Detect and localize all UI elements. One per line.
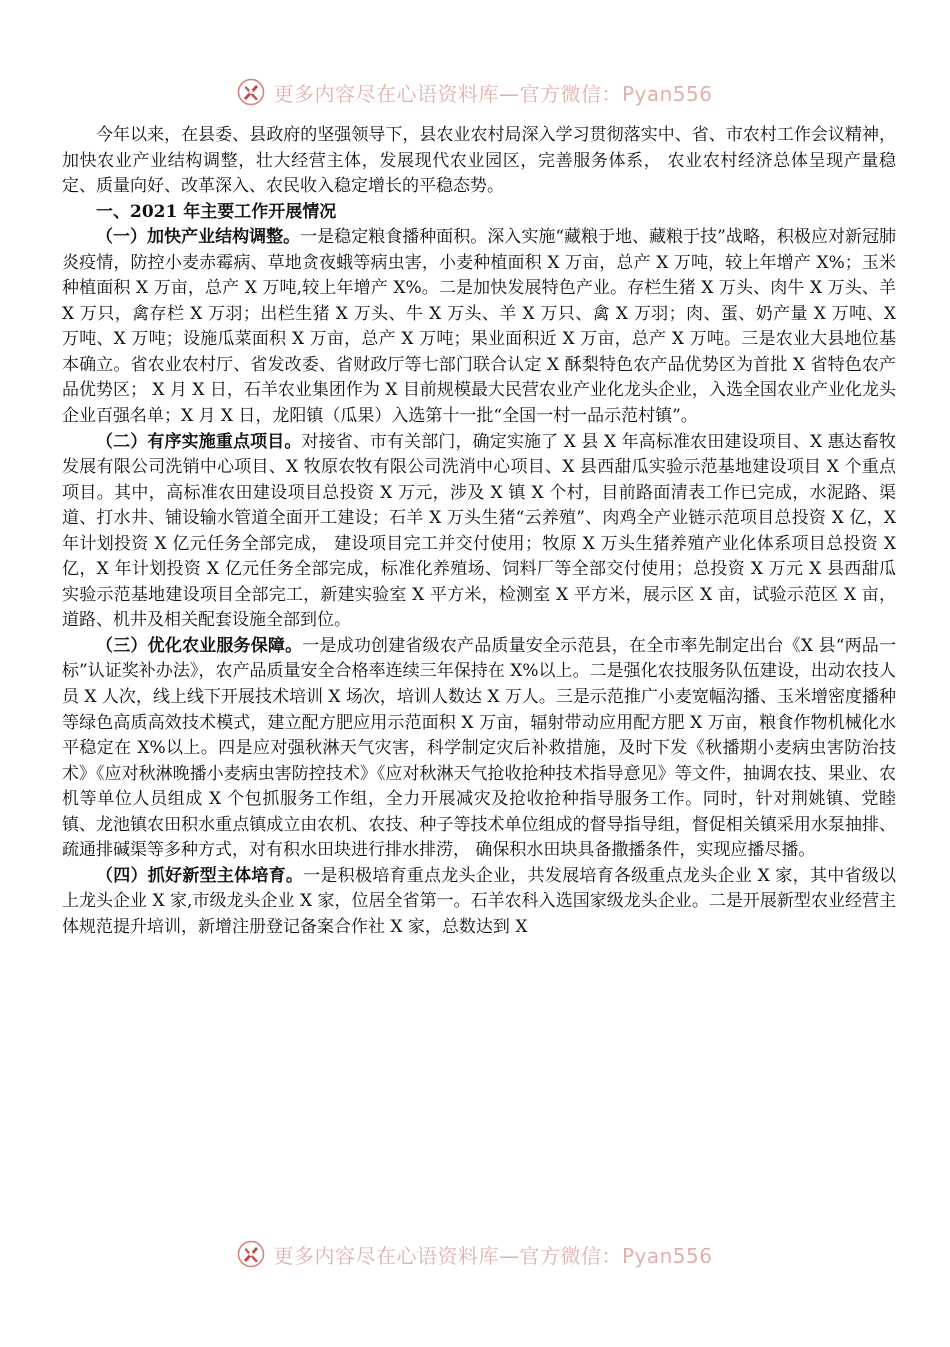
section-text-2: 对接省、市有关部门，确定实施了 X 县 X 年高标准农田建设项目、X 惠达畜牧发展有限公司洗销中心项目、X 牧原农牧有限公司洗消中心项目、X 县西甜瓜实验示范基地建设项目 X 个重点项目。其中，高标准农田建设项目总投资 X 万元，涉及 X 镇 X 个村，目前路面清表工作已完成，水泥路、渠道、打水井、铺设输水管道全面开工建设；石羊 X 万头生猪“云养殖”、肉鸡全产业链示范项目总投资 X 亿，X 年计划投资 X 亿元任务全部完成， 建设项目完工并交付使用；牧原 X 万头生猪养殖产业化体系项目总投资 X 亿，X 年计划投资 X 亿元任务全部完成，标准化养殖场、饲料厂等全部交付使用；总投资 X 万元 X 县西甜瓜实验示范基地建设项目全部完工，新建实验室 X 平方米，检测室 X 平方米，展示区 X 亩，试验示范区 X 亩，道路、机井及相关配套设施全部到位。 (62, 431, 897, 631)
section-lead-1: （一）加快产业结构调整。 (96, 227, 301, 248)
watermark-text: 更多内容尽在心语资料库—官方微信：Pyan556 (273, 81, 713, 106)
crossed-pens-logo-icon (237, 1240, 265, 1268)
section-paragraph-3 (62, 634, 896, 864)
footer-watermark-banner (0, 1232, 950, 1276)
section-paragraph-2 (62, 430, 896, 634)
section-text-4: 一是积极培育重点龙头企业，共发展培育各级重点龙头企业 X 家，其中省级以上龙头企业 X 家,市级龙头企业 X 家，位居全省第一。石羊农科入选国家级龙头企业。二是开展新型农业经营主体规范提升培训，新增注册登记备案合作社 X 家，总数达到 X (62, 865, 896, 937)
intro-paragraph: 今年以来，在县委、县政府的坚强领导下，县农业农村局深入学习贯彻落实中、省、市农村工作会议精神，加快农业产业结构调整，壮大经营主体，发展现代农业园区，完善服务体系， 农业农村经济总体呈现产量稳定、质量向好、改革深入、农民收入稳定增长的平稳态势。 (62, 125, 896, 197)
section-lead-3: （三）优化农业服务保障。 (96, 635, 303, 656)
section-lead-4: （四）抓好新型主体培育。 (96, 865, 304, 886)
crossed-pens-logo-icon (237, 78, 265, 106)
document-body (62, 123, 896, 941)
section-paragraph-1 (62, 225, 896, 429)
section-heading: 一、2021 年主要工作开展情况 (96, 201, 337, 222)
watermark-text: 更多内容尽在心语资料库—官方微信：Pyan556 (273, 1243, 713, 1268)
section-text-1: 一是稳定粮食播种面积。深入实施“藏粮于地、藏粮于技”战略，积极应对新冠肺炎疫情，防控小麦赤霉病、草地贪夜蛾等病虫害，小麦种植面积 X 万亩，总产 X 万吨，较上年增产 X%；玉米种植面积 X 万亩，总产 X 万吨,较上年增产 X%。二是加快发展特色产业。存栏生猪 X 万头、肉牛 X 万头、羊 X 万只，禽存栏 X 万羽；出栏生猪 X 万头、牛 X 万头、羊 X 万只、禽 X 万羽；肉、蛋、奶产量 X 万吨、X 万吨、X 万吨；设施瓜菜面积 X 万亩，总产 X 万吨；果业面积近 X 万亩，总产 X 万吨。三是农业大县地位基本确立。省农业农村厅、省发改委、省财政厅等七部门联合认定 X 酥梨特色农产品优势区为首批 X 省特色农产品优势区； X 月 X 日，石羊农业集团作为 X 目前规模最大民营农业产业化龙头企业，入选全国农业产业化龙头企业百强名单；X 月 X 日，龙阳镇（瓜果）入选第十一批“全国一村一品示范村镇”。 (62, 227, 896, 427)
header-watermark-banner (0, 70, 950, 114)
section-text-3: 一是成功创建省级农产品质量安全示范县，在全市率先制定出台《X 县“两品一标”认证奖补办法》，农产品质量安全合格率连续三年保持在 X%以上。二是强化农技服务队伍建设，出动农技人员 X 人次，线上线下开展技术培训 X 场次，培训人数达 X 万人。三是示范推广小麦宽幅沟播、玉米增密度播种等绿色高质高效技术模式，建立配方肥应用示范面积 X 万亩，辐射带动应用配方肥 X 万亩，粮食作物机械化水平稳定在 X%以上。四是应对强秋淋天气灾害，科学制定灾后补救措施，及时下发《秋播期小麦病虫害防治技术》《应对秋淋晚播小麦病虫害防控技术》《应对秋淋天气抢收抢种技术指导意见》等文件，抽调农技、果业、农机等单位人员组成 X 个包抓服务工作组，全力开展减灾及抢收抢种指导服务工作。同时，针对荆姚镇、党睦镇、龙池镇农田积水重点镇成立由农机、农技、种子等技术单位组成的督导指导组，督促相关镇采用水泵抽排、疏通排碱渠等多种方式，对有积水田块进行排水排涝， 确保积水田块具备撒播条件，实现应播尽播。 (62, 635, 896, 861)
section-lead-2: （二）有序实施重点项目。 (96, 431, 302, 452)
section-paragraph-4 (62, 864, 896, 941)
